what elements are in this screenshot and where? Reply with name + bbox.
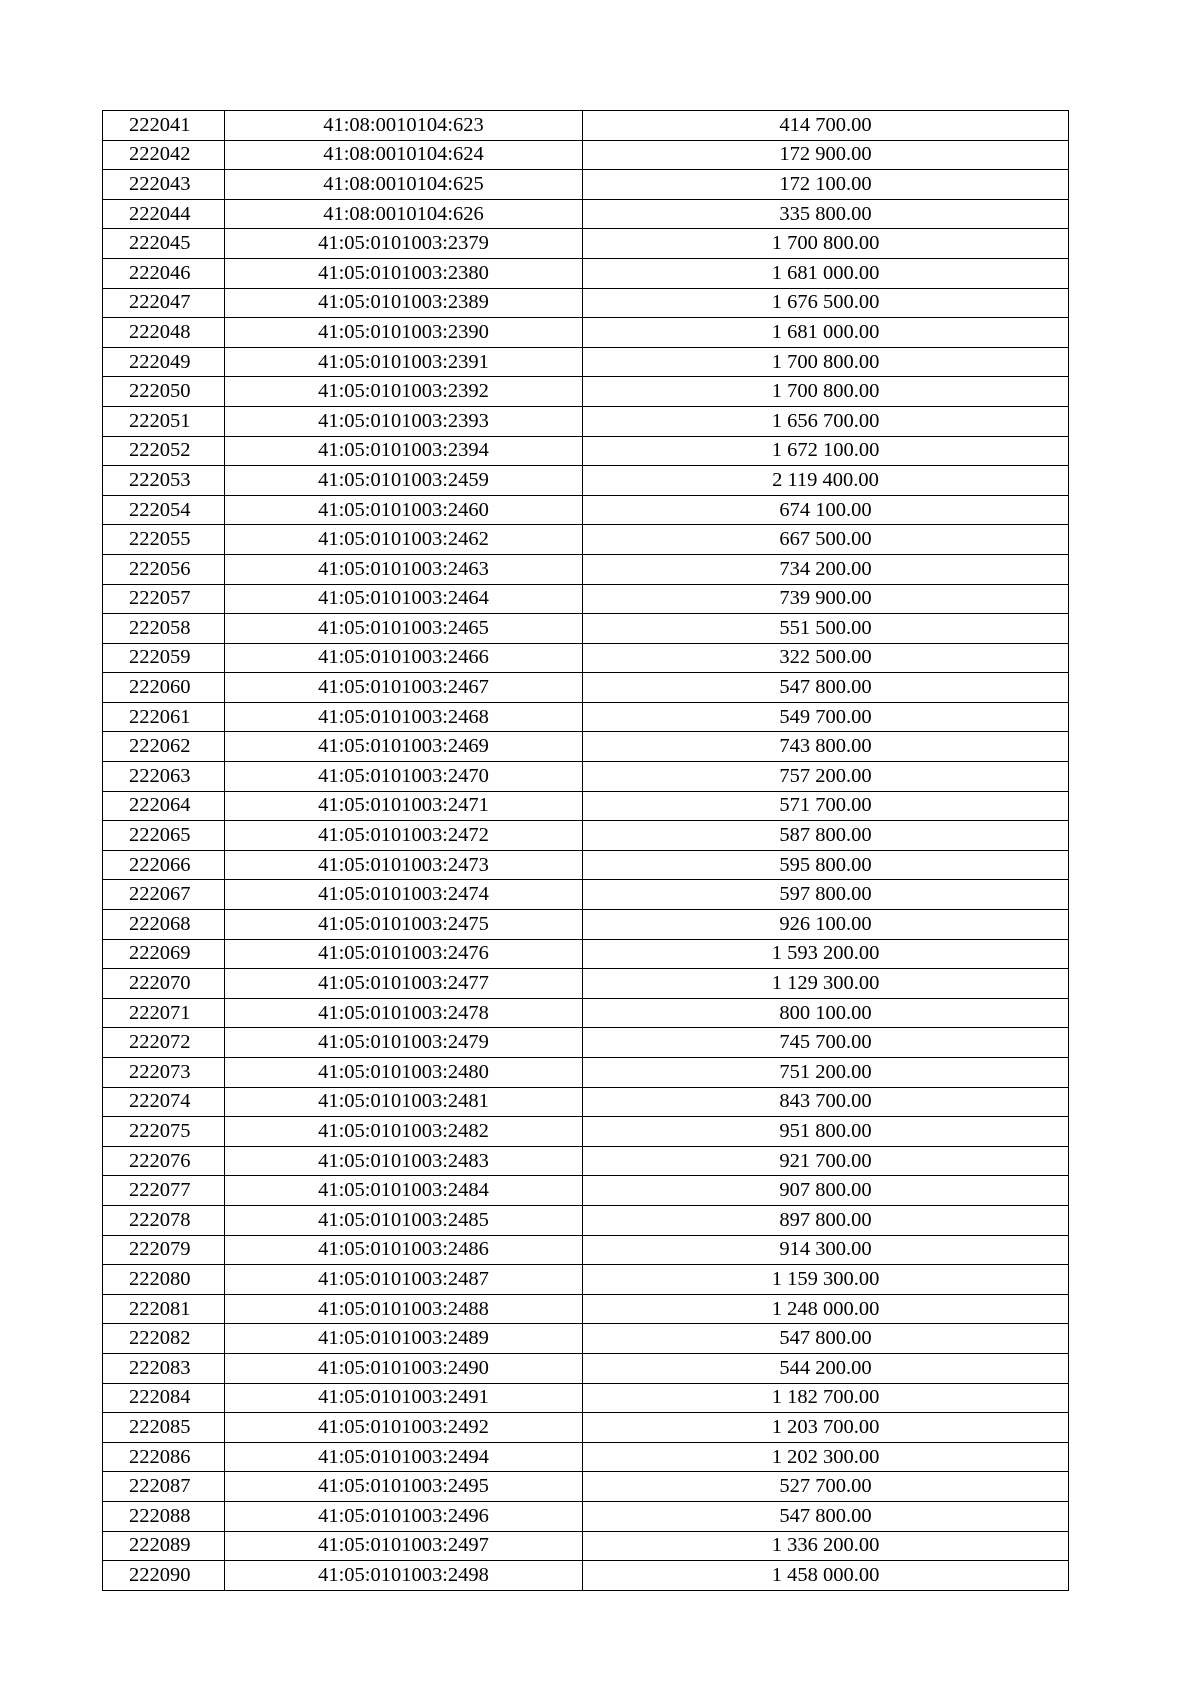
cadastral-value-cell: 921 700.00 bbox=[583, 1146, 1069, 1176]
cadastral-value-cell: 1 336 200.00 bbox=[583, 1531, 1069, 1561]
cadastral-number-cell: 41:08:0010104:626 bbox=[225, 199, 583, 229]
cadastral-number-cell: 41:05:0101003:2496 bbox=[225, 1501, 583, 1531]
cadastral-value-cell: 757 200.00 bbox=[583, 762, 1069, 792]
row-number-cell: 222053 bbox=[103, 466, 225, 496]
table-row bbox=[103, 318, 1069, 348]
table-row bbox=[103, 1235, 1069, 1265]
cadastral-number-cell: 41:05:0101003:2483 bbox=[225, 1146, 583, 1176]
cadastral-value-cell: 547 800.00 bbox=[583, 1501, 1069, 1531]
cadastral-value-cell: 414 700.00 bbox=[583, 111, 1069, 141]
table-row bbox=[103, 732, 1069, 762]
row-number-cell: 222082 bbox=[103, 1324, 225, 1354]
cadastral-value-cell: 172 100.00 bbox=[583, 170, 1069, 200]
row-number-cell: 222072 bbox=[103, 1028, 225, 1058]
cadastral-number-cell: 41:08:0010104:624 bbox=[225, 140, 583, 170]
cadastral-number-cell: 41:05:0101003:2484 bbox=[225, 1176, 583, 1206]
cadastral-value-cell: 1 458 000.00 bbox=[583, 1561, 1069, 1591]
table-row bbox=[103, 702, 1069, 732]
cadastral-value-cell: 1 700 800.00 bbox=[583, 377, 1069, 407]
cadastral-value-cell: 743 800.00 bbox=[583, 732, 1069, 762]
row-number-cell: 222068 bbox=[103, 910, 225, 940]
row-number-cell: 222050 bbox=[103, 377, 225, 407]
cadastral-value-cell: 1 700 800.00 bbox=[583, 229, 1069, 259]
cadastral-value-cell: 172 900.00 bbox=[583, 140, 1069, 170]
table-row bbox=[103, 288, 1069, 318]
table-row bbox=[103, 140, 1069, 170]
cadastral-value-table bbox=[102, 110, 1069, 1591]
cadastral-value-cell: 751 200.00 bbox=[583, 1058, 1069, 1088]
cadastral-value-cell: 926 100.00 bbox=[583, 910, 1069, 940]
table-row bbox=[103, 1413, 1069, 1443]
row-number-cell: 222088 bbox=[103, 1501, 225, 1531]
row-number-cell: 222085 bbox=[103, 1413, 225, 1443]
cadastral-number-cell: 41:05:0101003:2467 bbox=[225, 673, 583, 703]
row-number-cell: 222042 bbox=[103, 140, 225, 170]
cadastral-number-cell: 41:05:0101003:2486 bbox=[225, 1235, 583, 1265]
row-number-cell: 222065 bbox=[103, 821, 225, 851]
cadastral-value-cell: 587 800.00 bbox=[583, 821, 1069, 851]
cadastral-number-cell: 41:05:0101003:2468 bbox=[225, 702, 583, 732]
cadastral-number-cell: 41:05:0101003:2390 bbox=[225, 318, 583, 348]
cadastral-value-cell: 951 800.00 bbox=[583, 1117, 1069, 1147]
cadastral-value-cell: 667 500.00 bbox=[583, 525, 1069, 555]
table-row bbox=[103, 229, 1069, 259]
cadastral-number-cell: 41:05:0101003:2491 bbox=[225, 1383, 583, 1413]
row-number-cell: 222064 bbox=[103, 791, 225, 821]
cadastral-value-cell: 914 300.00 bbox=[583, 1235, 1069, 1265]
row-number-cell: 222067 bbox=[103, 880, 225, 910]
cadastral-value-cell: 1 203 700.00 bbox=[583, 1413, 1069, 1443]
table-row bbox=[103, 1472, 1069, 1502]
row-number-cell: 222046 bbox=[103, 258, 225, 288]
cadastral-number-cell: 41:05:0101003:2485 bbox=[225, 1205, 583, 1235]
cadastral-value-cell: 322 500.00 bbox=[583, 643, 1069, 673]
table-row bbox=[103, 1265, 1069, 1295]
row-number-cell: 222084 bbox=[103, 1383, 225, 1413]
cadastral-number-cell: 41:05:0101003:2380 bbox=[225, 258, 583, 288]
table-row bbox=[103, 1028, 1069, 1058]
cadastral-number-cell: 41:05:0101003:2495 bbox=[225, 1472, 583, 1502]
cadastral-number-cell: 41:05:0101003:2393 bbox=[225, 406, 583, 436]
row-number-cell: 222071 bbox=[103, 998, 225, 1028]
row-number-cell: 222077 bbox=[103, 1176, 225, 1206]
cadastral-value-cell: 745 700.00 bbox=[583, 1028, 1069, 1058]
cadastral-number-cell: 41:05:0101003:2489 bbox=[225, 1324, 583, 1354]
cadastral-number-cell: 41:05:0101003:2474 bbox=[225, 880, 583, 910]
cadastral-number-cell: 41:05:0101003:2470 bbox=[225, 762, 583, 792]
cadastral-value-cell: 595 800.00 bbox=[583, 850, 1069, 880]
cadastral-number-cell: 41:05:0101003:2466 bbox=[225, 643, 583, 673]
cadastral-value-cell: 1 159 300.00 bbox=[583, 1265, 1069, 1295]
row-number-cell: 222043 bbox=[103, 170, 225, 200]
row-number-cell: 222057 bbox=[103, 584, 225, 614]
cadastral-number-cell: 41:05:0101003:2473 bbox=[225, 850, 583, 880]
table-row bbox=[103, 170, 1069, 200]
table-row bbox=[103, 939, 1069, 969]
cadastral-number-cell: 41:05:0101003:2469 bbox=[225, 732, 583, 762]
cadastral-number-cell: 41:05:0101003:2487 bbox=[225, 1265, 583, 1295]
cadastral-number-cell: 41:05:0101003:2475 bbox=[225, 910, 583, 940]
table-row bbox=[103, 998, 1069, 1028]
table-row bbox=[103, 614, 1069, 644]
table-row bbox=[103, 1205, 1069, 1235]
row-number-cell: 222054 bbox=[103, 495, 225, 525]
cadastral-number-cell: 41:05:0101003:2394 bbox=[225, 436, 583, 466]
table-row bbox=[103, 1294, 1069, 1324]
cadastral-number-cell: 41:05:0101003:2481 bbox=[225, 1087, 583, 1117]
table-row bbox=[103, 969, 1069, 999]
cadastral-value-cell: 1 182 700.00 bbox=[583, 1383, 1069, 1413]
cadastral-value-cell: 547 800.00 bbox=[583, 673, 1069, 703]
cadastral-value-cell: 897 800.00 bbox=[583, 1205, 1069, 1235]
cadastral-value-cell: 1 129 300.00 bbox=[583, 969, 1069, 999]
table-row bbox=[103, 880, 1069, 910]
row-number-cell: 222090 bbox=[103, 1561, 225, 1591]
cadastral-value-cell: 1 593 200.00 bbox=[583, 939, 1069, 969]
table-row bbox=[103, 111, 1069, 141]
table-row bbox=[103, 1176, 1069, 1206]
table-row bbox=[103, 436, 1069, 466]
row-number-cell: 222086 bbox=[103, 1442, 225, 1472]
cadastral-number-cell: 41:05:0101003:2482 bbox=[225, 1117, 583, 1147]
cadastral-value-cell: 1 681 000.00 bbox=[583, 258, 1069, 288]
cadastral-value-cell: 1 681 000.00 bbox=[583, 318, 1069, 348]
row-number-cell: 222074 bbox=[103, 1087, 225, 1117]
cadastral-value-cell: 335 800.00 bbox=[583, 199, 1069, 229]
table-row bbox=[103, 1501, 1069, 1531]
cadastral-number-cell: 41:05:0101003:2391 bbox=[225, 347, 583, 377]
table-row bbox=[103, 406, 1069, 436]
row-number-cell: 222063 bbox=[103, 762, 225, 792]
row-number-cell: 222048 bbox=[103, 318, 225, 348]
cadastral-value-cell: 739 900.00 bbox=[583, 584, 1069, 614]
cadastral-number-cell: 41:05:0101003:2465 bbox=[225, 614, 583, 644]
cadastral-number-cell: 41:05:0101003:2472 bbox=[225, 821, 583, 851]
table-row bbox=[103, 1117, 1069, 1147]
row-number-cell: 222069 bbox=[103, 939, 225, 969]
table-row bbox=[103, 584, 1069, 614]
cadastral-value-cell: 1 676 500.00 bbox=[583, 288, 1069, 318]
cadastral-number-cell: 41:05:0101003:2479 bbox=[225, 1028, 583, 1058]
table-row bbox=[103, 554, 1069, 584]
row-number-cell: 222060 bbox=[103, 673, 225, 703]
cadastral-value-cell: 547 800.00 bbox=[583, 1324, 1069, 1354]
cadastral-number-cell: 41:05:0101003:2478 bbox=[225, 998, 583, 1028]
cadastral-number-cell: 41:05:0101003:2392 bbox=[225, 377, 583, 407]
cadastral-value-cell: 527 700.00 bbox=[583, 1472, 1069, 1502]
cadastral-value-cell: 1 248 000.00 bbox=[583, 1294, 1069, 1324]
table-row bbox=[103, 1058, 1069, 1088]
cadastral-number-cell: 41:05:0101003:2492 bbox=[225, 1413, 583, 1443]
table-row bbox=[103, 821, 1069, 851]
cadastral-number-cell: 41:05:0101003:2494 bbox=[225, 1442, 583, 1472]
row-number-cell: 222062 bbox=[103, 732, 225, 762]
row-number-cell: 222089 bbox=[103, 1531, 225, 1561]
table-row bbox=[103, 673, 1069, 703]
cadastral-number-cell: 41:05:0101003:2464 bbox=[225, 584, 583, 614]
table-row bbox=[103, 643, 1069, 673]
cadastral-value-cell: 551 500.00 bbox=[583, 614, 1069, 644]
row-number-cell: 222070 bbox=[103, 969, 225, 999]
cadastral-number-cell: 41:05:0101003:2462 bbox=[225, 525, 583, 555]
cadastral-value-cell: 1 656 700.00 bbox=[583, 406, 1069, 436]
cadastral-number-cell: 41:05:0101003:2460 bbox=[225, 495, 583, 525]
row-number-cell: 222051 bbox=[103, 406, 225, 436]
table-row bbox=[103, 1146, 1069, 1176]
cadastral-number-cell: 41:05:0101003:2463 bbox=[225, 554, 583, 584]
cadastral-number-cell: 41:05:0101003:2490 bbox=[225, 1353, 583, 1383]
row-number-cell: 222052 bbox=[103, 436, 225, 466]
table-row bbox=[103, 1442, 1069, 1472]
cadastral-value-cell: 1 672 100.00 bbox=[583, 436, 1069, 466]
cadastral-value-cell: 734 200.00 bbox=[583, 554, 1069, 584]
cadastral-number-cell: 41:05:0101003:2480 bbox=[225, 1058, 583, 1088]
cadastral-value-cell: 549 700.00 bbox=[583, 702, 1069, 732]
cadastral-value-cell: 674 100.00 bbox=[583, 495, 1069, 525]
row-number-cell: 222083 bbox=[103, 1353, 225, 1383]
row-number-cell: 222045 bbox=[103, 229, 225, 259]
table-row bbox=[103, 347, 1069, 377]
cadastral-number-cell: 41:05:0101003:2471 bbox=[225, 791, 583, 821]
row-number-cell: 222041 bbox=[103, 111, 225, 141]
row-number-cell: 222061 bbox=[103, 702, 225, 732]
cadastral-value-cell: 843 700.00 bbox=[583, 1087, 1069, 1117]
table-row bbox=[103, 525, 1069, 555]
table-row bbox=[103, 910, 1069, 940]
row-number-cell: 222078 bbox=[103, 1205, 225, 1235]
cadastral-value-cell: 544 200.00 bbox=[583, 1353, 1069, 1383]
row-number-cell: 222058 bbox=[103, 614, 225, 644]
table-row bbox=[103, 1087, 1069, 1117]
cadastral-number-cell: 41:05:0101003:2488 bbox=[225, 1294, 583, 1324]
cadastral-number-cell: 41:05:0101003:2379 bbox=[225, 229, 583, 259]
cadastral-number-cell: 41:05:0101003:2477 bbox=[225, 969, 583, 999]
cadastral-value-cell: 1 202 300.00 bbox=[583, 1442, 1069, 1472]
cadastral-value-cell: 597 800.00 bbox=[583, 880, 1069, 910]
cadastral-number-cell: 41:05:0101003:2389 bbox=[225, 288, 583, 318]
row-number-cell: 222073 bbox=[103, 1058, 225, 1088]
row-number-cell: 222081 bbox=[103, 1294, 225, 1324]
row-number-cell: 222087 bbox=[103, 1472, 225, 1502]
row-number-cell: 222049 bbox=[103, 347, 225, 377]
row-number-cell: 222076 bbox=[103, 1146, 225, 1176]
table-row bbox=[103, 762, 1069, 792]
row-number-cell: 222059 bbox=[103, 643, 225, 673]
table-row bbox=[103, 466, 1069, 496]
table-row bbox=[103, 495, 1069, 525]
row-number-cell: 222079 bbox=[103, 1235, 225, 1265]
row-number-cell: 222047 bbox=[103, 288, 225, 318]
table-row bbox=[103, 1353, 1069, 1383]
cadastral-number-cell: 41:05:0101003:2498 bbox=[225, 1561, 583, 1591]
cadastral-number-cell: 41:08:0010104:623 bbox=[225, 111, 583, 141]
cadastral-value-cell: 571 700.00 bbox=[583, 791, 1069, 821]
row-number-cell: 222080 bbox=[103, 1265, 225, 1295]
row-number-cell: 222066 bbox=[103, 850, 225, 880]
row-number-cell: 222055 bbox=[103, 525, 225, 555]
cadastral-number-cell: 41:05:0101003:2497 bbox=[225, 1531, 583, 1561]
cadastral-number-cell: 41:08:0010104:625 bbox=[225, 170, 583, 200]
table-row bbox=[103, 1531, 1069, 1561]
cadastral-number-cell: 41:05:0101003:2459 bbox=[225, 466, 583, 496]
table-row bbox=[103, 791, 1069, 821]
table-row bbox=[103, 258, 1069, 288]
cadastral-value-cell: 2 119 400.00 bbox=[583, 466, 1069, 496]
row-number-cell: 222044 bbox=[103, 199, 225, 229]
table-row bbox=[103, 1561, 1069, 1591]
table-row bbox=[103, 199, 1069, 229]
cadastral-number-cell: 41:05:0101003:2476 bbox=[225, 939, 583, 969]
row-number-cell: 222056 bbox=[103, 554, 225, 584]
cadastral-value-cell: 800 100.00 bbox=[583, 998, 1069, 1028]
table-row bbox=[103, 850, 1069, 880]
table-row bbox=[103, 377, 1069, 407]
table-row bbox=[103, 1383, 1069, 1413]
cadastral-value-cell: 1 700 800.00 bbox=[583, 347, 1069, 377]
table-row bbox=[103, 1324, 1069, 1354]
table-body bbox=[103, 111, 1069, 1591]
row-number-cell: 222075 bbox=[103, 1117, 225, 1147]
cadastral-value-cell: 907 800.00 bbox=[583, 1176, 1069, 1206]
